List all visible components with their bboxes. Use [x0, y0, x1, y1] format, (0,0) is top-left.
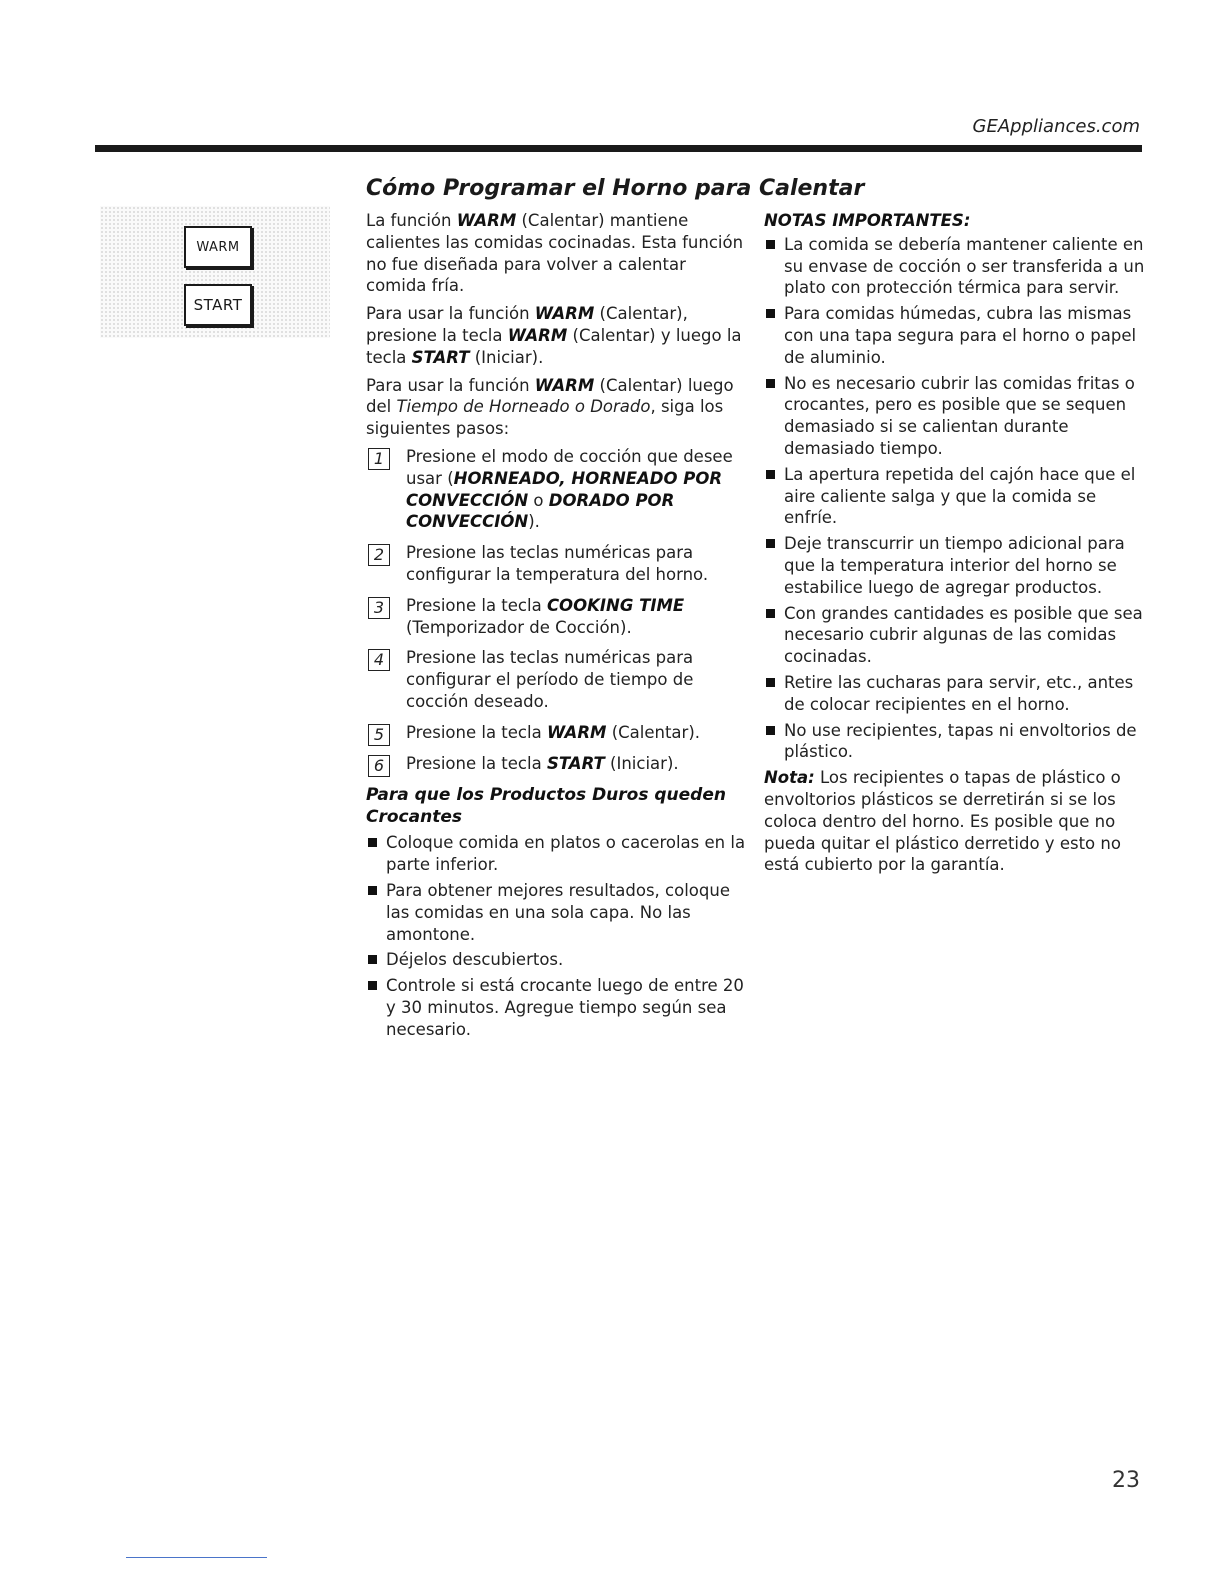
note-item: Retire las cucharas para servir, etc., antes de colocar recipientes en el horno.	[764, 672, 1148, 716]
crisp-heading: Para que los Productos Duros queden Crocantes	[366, 785, 726, 828]
intro-paragraph-1: La función WARM (Calentar) mantiene calientes las comidas cocinadas. Esta función no fue diseñada para volver a calentar comida fría.	[366, 211, 744, 296]
crisp-item: Para obtener mejores resultados, coloque las comidas en una sola capa. No las amontone.	[366, 880, 746, 945]
crisp-list	[366, 832, 746, 1040]
crisp-item: Déjelos descubiertos.	[366, 949, 746, 971]
step-number-box: 5	[368, 724, 390, 746]
crisp-item: Controle si está crocante luego de entre 20 y 30 minutos. Agregue tiempo según sea necesario.	[366, 975, 746, 1040]
right-column	[764, 210, 1148, 882]
page-title: Cómo Programar el Horno para Calentar	[366, 176, 865, 201]
step-3: 3 Presione la tecla COOKING TIME (Temporizador de Cocción).	[366, 595, 746, 639]
note-item: No es necesario cubrir las comidas fritas o crocantes, pero es posible que se sequen demasiado si se calientan durante demasiado tiempo.	[764, 373, 1148, 460]
left-column	[366, 210, 746, 1045]
page-number: 23	[1112, 1468, 1140, 1493]
note-item: La apertura repetida del cajón hace que el aire caliente salga y que la comida se enfríe.	[764, 464, 1148, 529]
step-number-box: 6	[368, 755, 390, 777]
intro-paragraph-3: Para usar la función WARM (Calentar) luego del Tiempo de Horneado o Dorado, siga los siguientes pasos:	[366, 375, 734, 439]
note-item: Con grandes cantidades es posible que sea necesario cubrir algunas de las comidas cocinadas.	[764, 603, 1148, 668]
note-label: Nota:	[764, 768, 815, 788]
note-item: La comida se debería mantener caliente en su envase de cocción o ser transferida a un plato con protección térmica para servir.	[764, 234, 1148, 299]
note-paragraph: Nota: Los recipientes o tapas de plástico o envoltorios plásticos se derretirán si se los coloca dentro del horno. Es posible que no pueda quitar el plástico derretido y esto no está cubierto por la garantía.	[764, 768, 1121, 875]
steps-list	[366, 446, 746, 774]
step-5: 5 Presione la tecla WARM (Calentar).	[366, 722, 746, 744]
warm-key: WARM	[184, 226, 252, 268]
step-6: 6 Presione la tecla START (Iniciar).	[366, 753, 746, 775]
notes-heading: NOTAS IMPORTANTES:	[764, 211, 971, 230]
step-1: 1 Presione el modo de cocción que desee usar (HORNEADO, HORNEADO POR CONVECCIÓN o DORADO POR CONVECCIÓN).	[366, 446, 746, 533]
step-number-box: 4	[368, 649, 390, 671]
footer-line	[126, 1557, 267, 1558]
step-number-box: 3	[368, 597, 390, 619]
step-2: 2 Presione las teclas numéricas para configurar la temperatura del horno.	[366, 542, 746, 586]
start-key: START	[184, 284, 252, 326]
header-rule	[95, 145, 1142, 152]
crisp-item: Coloque comida en platos o cacerolas en la parte inferior.	[366, 832, 746, 876]
step-4: 4 Presione las teclas numéricas para configurar el período de tiempo de cocción deseado.	[366, 647, 746, 712]
note-item: Deje transcurrir un tiempo adicional para que la temperatura interior del horno se estabilice luego de agregar productos.	[764, 533, 1148, 598]
step-number-box: 1	[368, 448, 390, 470]
site-url: GEAppliances.com	[972, 116, 1140, 137]
intro-paragraph-2: Para usar la función WARM (Calentar), presione la tecla WARM (Calentar) y luego la tecla START (Iniciar).	[366, 304, 742, 367]
note-item: No use recipientes, tapas ni envoltorios de plástico.	[764, 720, 1148, 764]
notes-list	[764, 234, 1148, 763]
keypad-illustration	[100, 206, 330, 338]
note-item: Para comidas húmedas, cubra las mismas con una tapa segura para el horno o papel de aluminio.	[764, 303, 1148, 368]
step-number-box: 2	[368, 544, 390, 566]
